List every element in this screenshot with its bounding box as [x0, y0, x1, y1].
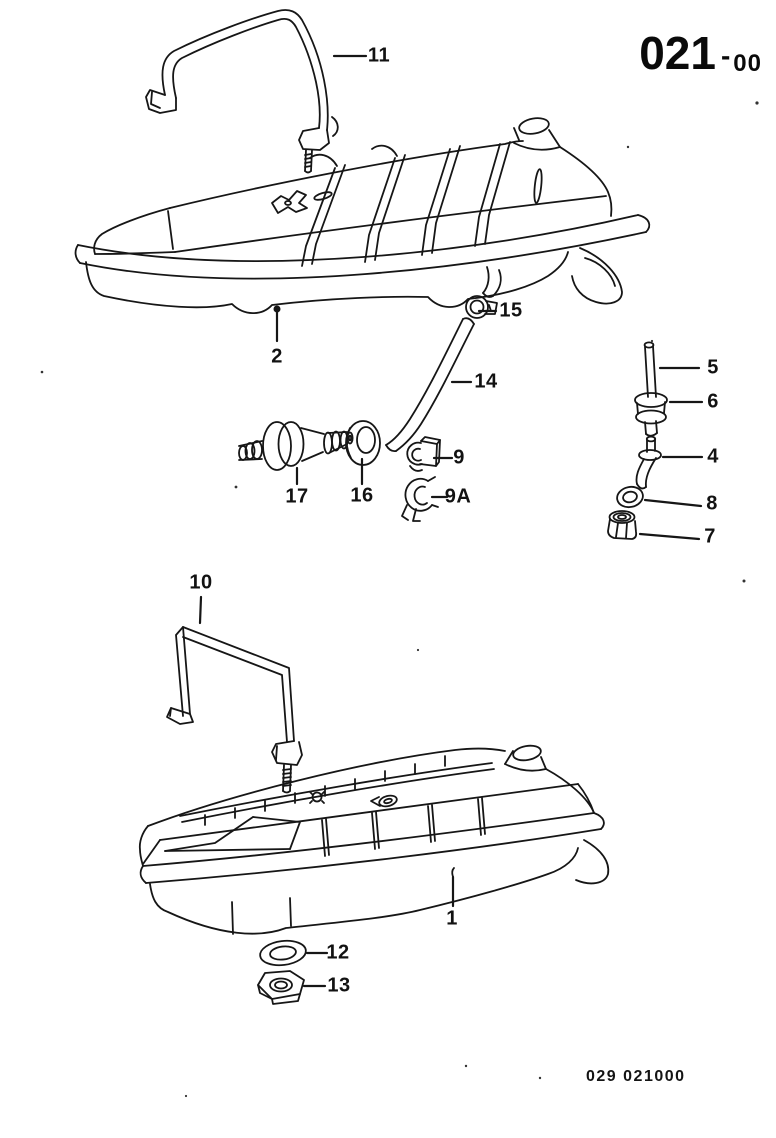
part-label-4: 4 — [707, 445, 719, 468]
washer-12-drawing — [259, 938, 308, 967]
scan-specks — [41, 101, 759, 1097]
part-label-16: 16 — [350, 484, 374, 507]
vent-tube-5-drawing — [645, 342, 656, 397]
line-clip-9-drawing — [407, 437, 440, 471]
part-label-13: 13 — [327, 974, 351, 997]
part-label-6: 6 — [707, 390, 719, 413]
document-code: 029 021000 — [586, 1068, 686, 1085]
hex-nut-13-drawing — [258, 971, 304, 1004]
tube-grommet-6-drawing — [635, 393, 667, 436]
part-label-9a: 9A — [444, 485, 472, 508]
part-label-8: 8 — [706, 492, 718, 515]
part-label-5: 5 — [707, 356, 719, 379]
part-label-11: 11 — [367, 44, 391, 67]
tank-strap-10-drawing — [167, 627, 302, 793]
page-number — [639, 27, 762, 79]
part-label-2: 2 — [271, 345, 283, 368]
page-number-main: 021 — [639, 27, 716, 79]
part-label-1: 1 — [446, 907, 458, 930]
part-label-12: 12 — [326, 941, 350, 964]
page-number-separator: - — [720, 40, 731, 71]
part-label-9: 9 — [453, 446, 465, 469]
elbow-pipe-4-drawing — [636, 437, 661, 489]
lower-fuel-tank-drawing — [140, 744, 608, 934]
breather-hose-14-drawing — [386, 318, 474, 451]
page-number-suffix: 00 — [733, 50, 762, 77]
part-label-7: 7 — [704, 525, 716, 548]
part-label-17: 17 — [285, 485, 309, 508]
part-label-10: 10 — [189, 571, 213, 594]
check-valve-17-drawing — [239, 422, 353, 470]
plug-fitting-7-drawing — [608, 511, 636, 539]
part-label-15: 15 — [499, 299, 523, 322]
spring-clamp-9a-drawing — [402, 477, 438, 521]
part-label-14: 14 — [474, 370, 498, 393]
tank-strap-11-drawing — [146, 10, 338, 172]
upper-fuel-tank-drawing — [76, 116, 650, 313]
